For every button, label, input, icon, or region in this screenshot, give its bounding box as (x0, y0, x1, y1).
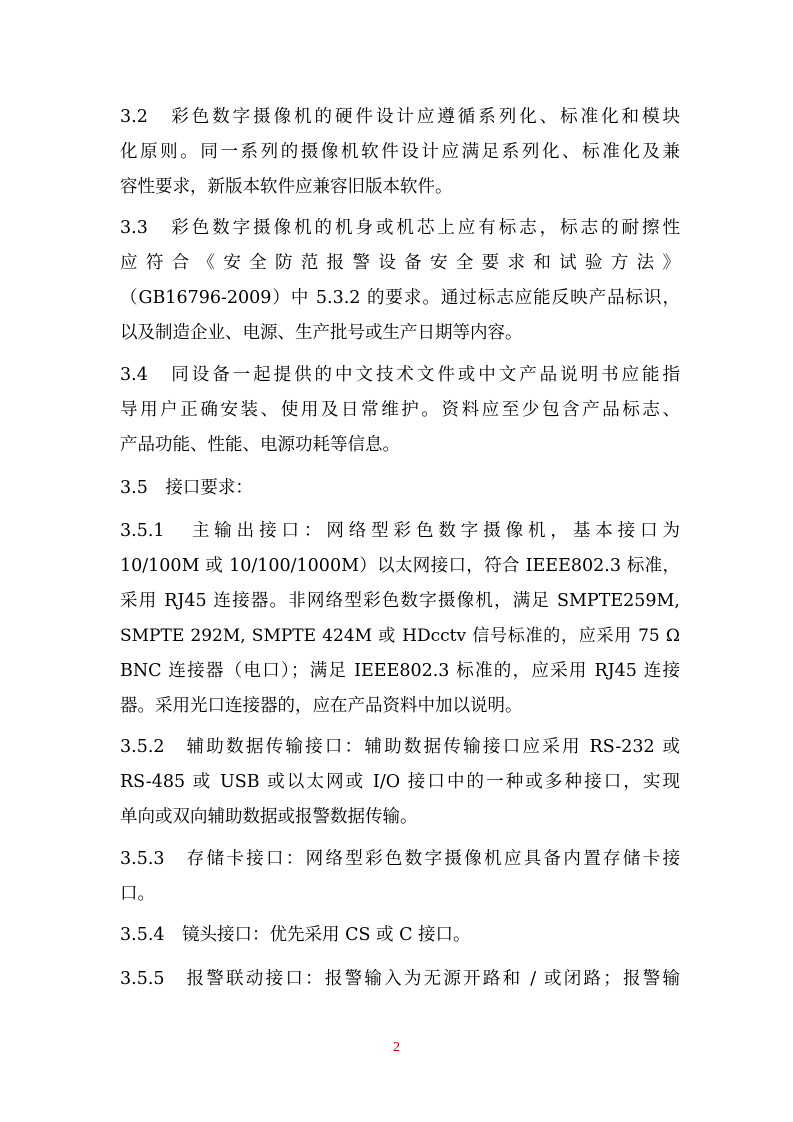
text-line: 3.3 彩色数字摄像机的机身或机芯上应有标志，标志的耐擦性 (120, 218, 680, 238)
text-line: 3.5.1 主输出接口：网络型彩色数字摄像机，基本接口为 (120, 521, 680, 541)
text-line: 3.4 同设备一起提供的中文技术文件或中文产品说明书应能指 (120, 365, 680, 385)
text-line: 采用 RJ45 连接器。非网络型彩色数字摄像机，满足 SMPTE259M, (120, 591, 680, 611)
paragraph-3-5-1 (120, 514, 680, 724)
text-line: SMPTE 292M, SMPTE 424M 或 HDcctv 信号标准的，应采用 75 Ω (120, 626, 680, 646)
paragraph-3-4 (120, 358, 680, 463)
paragraph-3-5-5 (120, 962, 680, 997)
text-line: 3.5.4 镜头接口：优先采用 CS 或 C 接口。 (120, 925, 471, 945)
text-line: BNC 连接器（电口）；满足 IEEE802.3 标准的，应采用 RJ45 连接 (120, 661, 680, 681)
paragraph-3-2 (120, 100, 680, 205)
text-line: 导用户正确安装、使用及日常维护。资料应至少包含产品标志、 (120, 400, 680, 420)
text-line: 口。 (120, 884, 155, 904)
text-line: 器。采用光口连接器的，应在产品资料中加以说明。 (120, 696, 523, 716)
text-line: 产品功能、性能、电源功耗等信息。 (120, 435, 400, 455)
paragraph-3-5-4 (120, 918, 680, 953)
text-line: 以及制造企业、电源、生产批号或生产日期等内容。 (120, 323, 523, 343)
text-line: 单向或双向辅助数据或报警数据传输。 (120, 807, 418, 827)
text-line: 10/100M 或 10/100/1000M）以太网接口，符合 IEEE802.3 标准， (120, 556, 680, 576)
text-line: 3.2 彩色数字摄像机的硬件设计应遵循系列化、标准化和模块 (120, 107, 680, 127)
text-line: 化原则。同一系列的摄像机软件设计应满足系列化、标准化及兼 (120, 142, 680, 162)
text-line: 3.5.2 辅助数据传输接口：辅助数据传输接口应采用 RS-232 或 (120, 737, 680, 757)
text-line: 3.5.3 存储卡接口：网络型彩色数字摄像机应具备内置存储卡接 (120, 849, 680, 869)
text-line: （GB16796-2009）中 5.3.2 的要求。通过标志应能反映产品标识， (120, 288, 680, 308)
text-line: 应符合《安全防范报警设备安全要求和试验方法》 (120, 253, 680, 273)
text-line: 3.5 接口要求： (120, 478, 253, 498)
paragraph-3-5-2 (120, 730, 680, 835)
text-line: RS-485 或 USB 或以太网或 I/O 接口中的一种或多种接口，实现 (120, 772, 680, 792)
paragraph-3-3 (120, 211, 680, 351)
paragraph-3-5-3 (120, 842, 680, 912)
paragraph-3-5 (120, 471, 680, 506)
text-line: 容性要求，新版本软件应兼容旧版本软件。 (120, 177, 453, 197)
text-line: 3.5.5 报警联动接口：报警输入为无源开路和 / 或闭路；报警输 (120, 969, 680, 989)
page-number: 2 (393, 1040, 400, 1055)
